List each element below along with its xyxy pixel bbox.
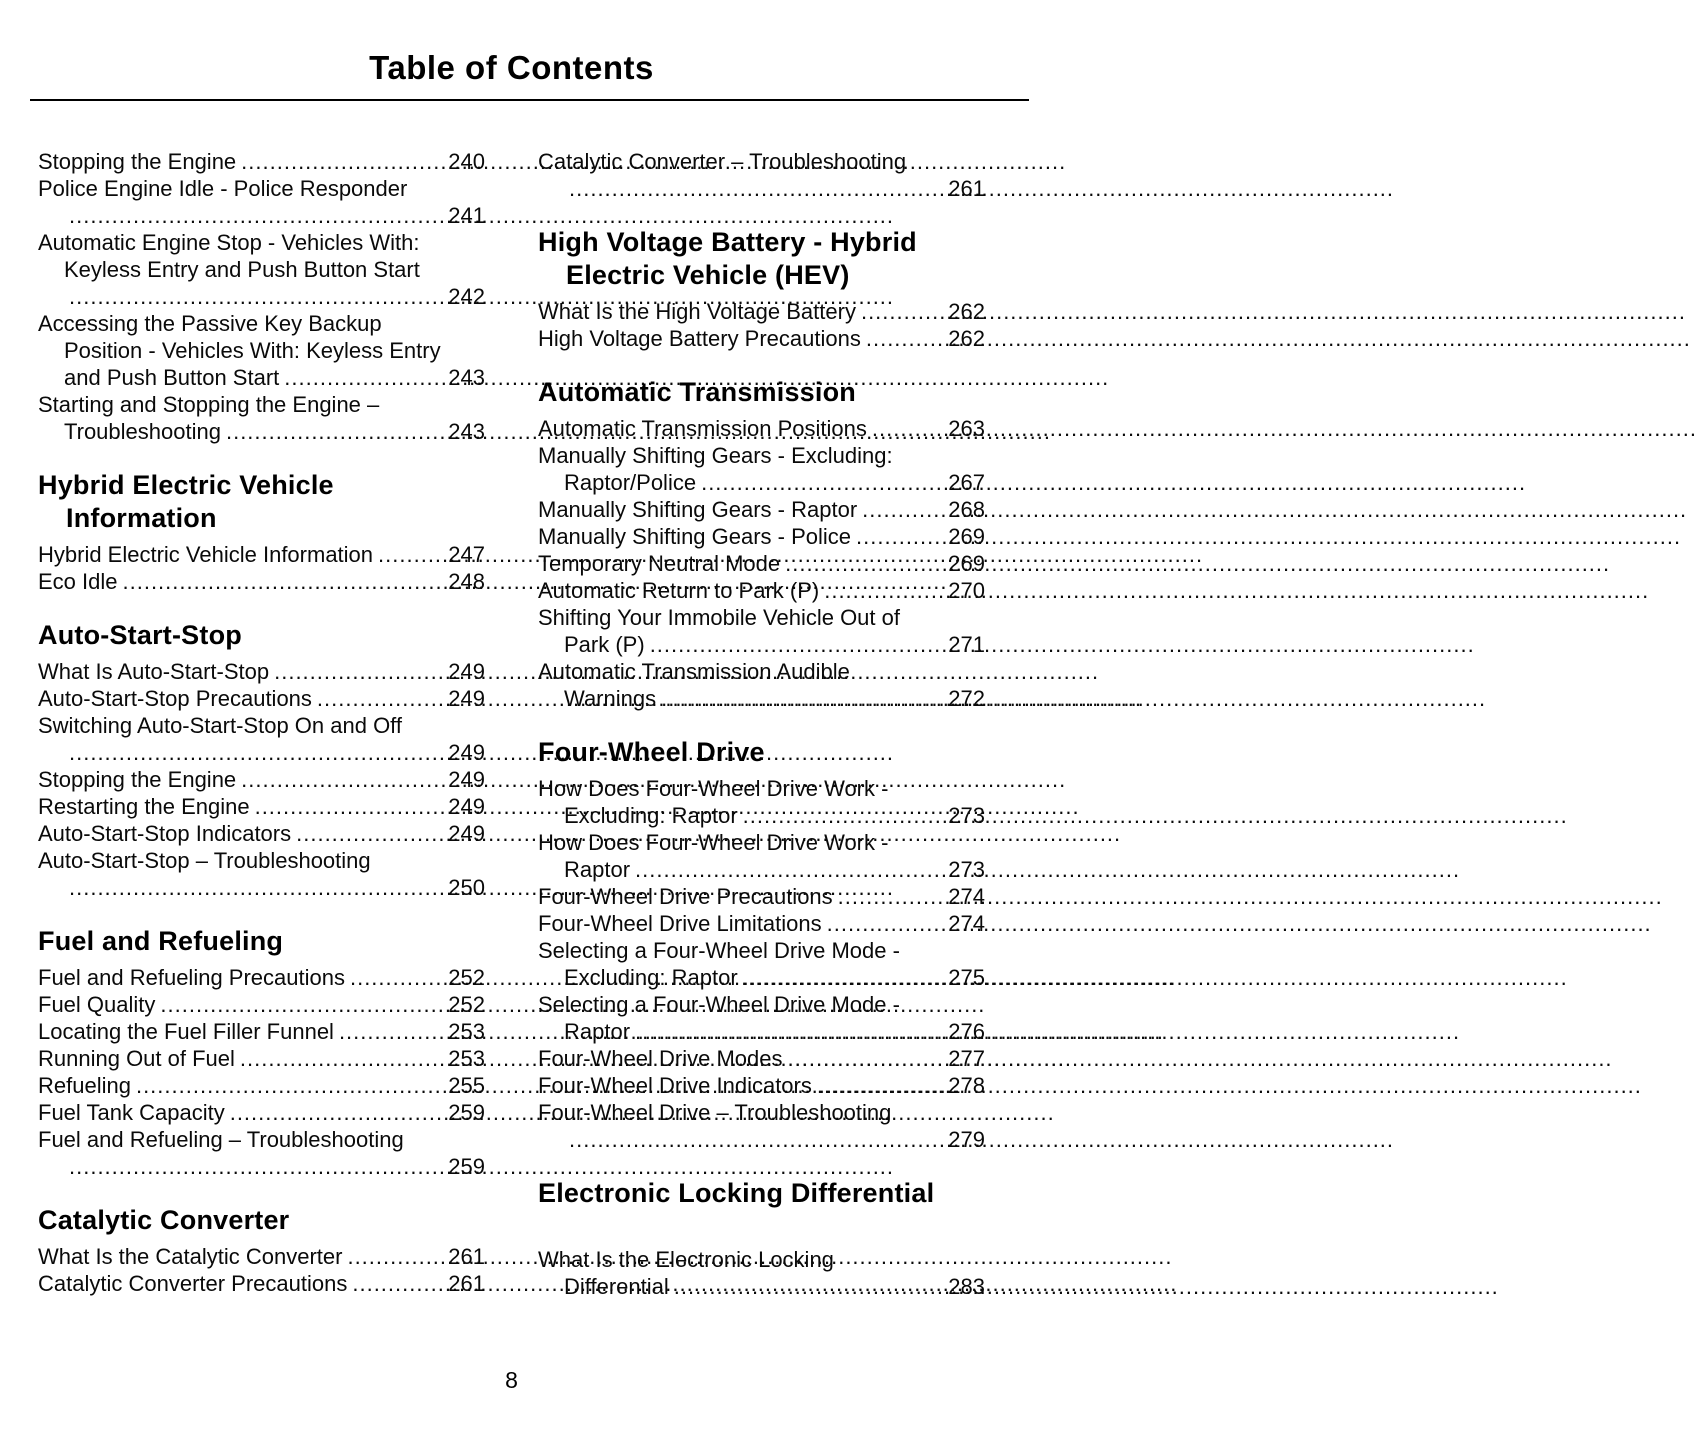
entry-text: Park (P) bbox=[564, 632, 645, 657]
page-ref: 253 bbox=[448, 1046, 485, 1071]
entry-line bbox=[38, 310, 485, 337]
entry-line bbox=[538, 964, 985, 991]
entry-text: Starting and Stopping the Engine – bbox=[38, 392, 380, 417]
entry-line bbox=[38, 874, 485, 901]
page-ref: 249 bbox=[448, 821, 485, 846]
entry-line bbox=[538, 325, 985, 352]
toc-entry bbox=[38, 712, 485, 766]
entry-text: Four-Wheel Drive – Troubleshooting bbox=[538, 1100, 892, 1125]
page-ref: 249 bbox=[448, 767, 485, 792]
entry-line bbox=[38, 148, 485, 175]
section-heading bbox=[538, 226, 985, 292]
page-ref: 276 bbox=[948, 1019, 985, 1044]
entry-line bbox=[538, 991, 985, 1018]
entry-text: Running Out of Fuel bbox=[38, 1046, 235, 1071]
dot-leader bbox=[274, 658, 448, 685]
toc-section bbox=[538, 736, 985, 1153]
dot-leader bbox=[701, 469, 948, 496]
page-ref: 249 bbox=[448, 659, 485, 684]
entry-text: Auto-Start-Stop – Troubleshooting bbox=[38, 848, 371, 873]
entry-line bbox=[38, 1072, 485, 1099]
entry-text: Shifting Your Immobile Vehicle Out of bbox=[538, 605, 900, 630]
section-heading-line: Automatic Transmission bbox=[538, 377, 856, 407]
dot-leader bbox=[635, 1018, 948, 1045]
page-ref: 250 bbox=[448, 875, 485, 900]
dot-leader bbox=[569, 1126, 948, 1153]
toc-entry bbox=[38, 964, 485, 991]
dot-leader bbox=[824, 577, 948, 604]
entry-line bbox=[38, 1045, 485, 1072]
entry-text: Auto-Start-Stop Precautions bbox=[38, 686, 312, 711]
entry-line bbox=[38, 658, 485, 685]
dot-leader bbox=[827, 910, 949, 937]
page-ref: 275 bbox=[948, 965, 985, 990]
entry-line bbox=[538, 1018, 985, 1045]
dot-leader bbox=[674, 1273, 949, 1300]
toc-section bbox=[38, 925, 485, 1180]
section-heading-line: Auto-Start-Stop bbox=[38, 620, 242, 650]
dot-leader bbox=[69, 739, 448, 766]
entry-text: Automatic Transmission Positions bbox=[538, 416, 867, 441]
page-ref: 243 bbox=[448, 365, 485, 390]
dot-leader bbox=[856, 523, 948, 550]
entry-text: Keyless Entry and Push Button Start bbox=[64, 257, 420, 282]
page-ref: 252 bbox=[448, 992, 485, 1017]
page-ref: 253 bbox=[448, 1019, 485, 1044]
page-ref: 249 bbox=[448, 794, 485, 819]
toc-entry bbox=[38, 793, 485, 820]
entry-line bbox=[538, 604, 985, 631]
entry-text: Eco Idle bbox=[38, 569, 118, 594]
toc-section bbox=[38, 1204, 485, 1297]
section-heading-line: Electronic Locking Differential bbox=[538, 1178, 935, 1208]
entry-line bbox=[38, 793, 485, 820]
dot-leader bbox=[866, 325, 948, 352]
page-ref: 268 bbox=[948, 497, 985, 522]
page-ref: 242 bbox=[448, 284, 485, 309]
entry-line bbox=[38, 568, 485, 595]
entry-line bbox=[538, 442, 985, 469]
toc-entry bbox=[38, 175, 485, 229]
toc-entry bbox=[38, 991, 485, 1018]
entry-line bbox=[538, 523, 985, 550]
entry-line bbox=[538, 415, 985, 442]
entry-text: and Push Button Start bbox=[64, 365, 280, 390]
entry-text: Auto-Start-Stop Indicators bbox=[38, 821, 292, 846]
page-ref: 247 bbox=[448, 542, 485, 567]
dot-leader bbox=[872, 415, 948, 442]
toc-entry bbox=[538, 658, 985, 712]
entry-text: Excluding: Raptor bbox=[564, 803, 738, 828]
dot-leader bbox=[817, 1072, 948, 1099]
page-ref: 262 bbox=[948, 299, 985, 324]
page-ref: 248 bbox=[448, 569, 485, 594]
section-heading-line: Fuel and Refueling bbox=[38, 926, 284, 956]
entry-line bbox=[38, 391, 485, 418]
entry-line bbox=[38, 1243, 485, 1270]
entry-line bbox=[38, 685, 485, 712]
entry-text: Four-Wheel Drive Indicators bbox=[538, 1073, 812, 1098]
section-heading-line: Hybrid Electric Vehicle bbox=[38, 470, 334, 500]
toc-entry bbox=[538, 991, 985, 1045]
entry-line bbox=[538, 298, 985, 325]
dot-leader bbox=[661, 685, 948, 712]
entry-text: Fuel and Refueling – Troubleshooting bbox=[38, 1127, 404, 1152]
entry-line bbox=[38, 256, 485, 283]
entry-line bbox=[538, 175, 985, 202]
toc-entry bbox=[38, 1072, 485, 1099]
page-ref: 240 bbox=[448, 149, 485, 174]
entry-line bbox=[538, 1273, 985, 1300]
toc-entry bbox=[538, 910, 985, 937]
entry-text: Locating the Fuel Filler Funnel bbox=[38, 1019, 334, 1044]
entry-line bbox=[38, 337, 485, 364]
entry-text: Automatic Return to Park (P) bbox=[538, 578, 820, 603]
entry-line bbox=[38, 1270, 485, 1297]
page-ref: 274 bbox=[948, 911, 985, 936]
dot-leader bbox=[136, 1072, 448, 1099]
dot-leader bbox=[230, 1099, 449, 1126]
entry-text: Fuel Tank Capacity bbox=[38, 1100, 225, 1125]
entry-line bbox=[38, 364, 485, 391]
page-ref: 249 bbox=[448, 740, 485, 765]
toc-entry bbox=[38, 1018, 485, 1045]
entry-text: Catalytic Converter Precautions bbox=[38, 1271, 348, 1296]
page-ref: 261 bbox=[948, 176, 985, 201]
entry-text: Four-Wheel Drive Precautions bbox=[538, 884, 833, 909]
dot-leader bbox=[650, 631, 949, 658]
toc-entry bbox=[538, 496, 985, 523]
toc-section bbox=[538, 226, 985, 352]
toc-section bbox=[538, 376, 985, 712]
page-ref: 241 bbox=[448, 203, 485, 228]
entry-line bbox=[538, 1099, 985, 1126]
entry-line bbox=[538, 1045, 985, 1072]
section-heading-line: Catalytic Converter bbox=[38, 1205, 290, 1235]
dot-leader bbox=[861, 298, 948, 325]
page-ref: 283 bbox=[948, 1274, 985, 1299]
entry-text: Catalytic Converter – Troubleshooting bbox=[538, 149, 907, 174]
toc-entry bbox=[38, 1045, 485, 1072]
toc-entry bbox=[538, 577, 985, 604]
section-heading bbox=[38, 925, 485, 958]
dot-leader bbox=[69, 283, 448, 310]
page-ref: 262 bbox=[948, 326, 985, 351]
page-ref: 261 bbox=[448, 1244, 485, 1269]
entry-text: How Does Four-Wheel Drive Work - bbox=[538, 776, 889, 801]
toc-entry bbox=[38, 148, 485, 175]
toc-entry bbox=[38, 391, 485, 445]
entry-text: Four-Wheel Drive Modes bbox=[538, 1046, 783, 1071]
entry-text: Troubleshooting bbox=[64, 419, 221, 444]
toc-entry bbox=[538, 1099, 985, 1153]
toc-entry bbox=[538, 148, 985, 202]
section-heading bbox=[538, 1177, 985, 1210]
entry-text: What Is the Catalytic Converter bbox=[38, 1244, 343, 1269]
dot-leader bbox=[241, 766, 448, 793]
section-heading bbox=[38, 469, 485, 535]
toc-entry bbox=[538, 415, 985, 442]
dot-leader bbox=[788, 1045, 949, 1072]
toc-entry bbox=[538, 1072, 985, 1099]
section-heading bbox=[538, 736, 985, 769]
page-ref: 274 bbox=[948, 884, 985, 909]
section-heading-line: Information bbox=[66, 503, 217, 533]
page-ref: 273 bbox=[948, 803, 985, 828]
toc-entry bbox=[38, 229, 485, 310]
dot-leader bbox=[635, 856, 948, 883]
entry-text: Stopping the Engine bbox=[38, 767, 237, 792]
toc-entry bbox=[538, 883, 985, 910]
toc-section bbox=[538, 1177, 985, 1300]
entry-line bbox=[38, 964, 485, 991]
toc-entry bbox=[38, 658, 485, 685]
toc-columns bbox=[38, 148, 985, 1300]
dot-leader bbox=[339, 1018, 448, 1045]
page-ref: 279 bbox=[948, 1127, 985, 1152]
entry-text: High Voltage Battery Precautions bbox=[538, 326, 861, 351]
toc-entry bbox=[38, 1270, 485, 1297]
page-ref: 277 bbox=[948, 1046, 985, 1071]
entry-text: What Is the High Voltage Battery bbox=[538, 299, 856, 324]
entry-line bbox=[38, 739, 485, 766]
section-heading bbox=[38, 619, 485, 652]
toc-section bbox=[38, 469, 485, 595]
section-heading-line: High Voltage Battery - Hybrid bbox=[538, 227, 917, 257]
entry-text: Selecting a Four-Wheel Drive Mode - bbox=[538, 938, 900, 963]
entry-line bbox=[538, 658, 985, 685]
entry-line bbox=[538, 496, 985, 523]
dot-leader bbox=[284, 364, 448, 391]
entry-line bbox=[538, 1126, 985, 1153]
toc-entry bbox=[38, 820, 485, 847]
entry-text: Automatic Transmission Audible bbox=[538, 659, 850, 684]
toc-entry bbox=[538, 829, 985, 883]
toc-entry bbox=[538, 775, 985, 829]
page-ref: 243 bbox=[448, 419, 485, 444]
toc-section bbox=[38, 619, 485, 901]
entry-line bbox=[38, 283, 485, 310]
dot-leader bbox=[862, 496, 948, 523]
page-number: 8 bbox=[505, 1367, 518, 1393]
section-heading bbox=[38, 1204, 485, 1237]
entry-text: Temporary Neutral Mode bbox=[538, 551, 781, 576]
section-heading bbox=[538, 376, 985, 409]
entry-line bbox=[538, 937, 985, 964]
entry-text: Position - Vehicles With: Keyless Entry bbox=[64, 338, 441, 363]
entry-line bbox=[538, 550, 985, 577]
dot-leader bbox=[160, 991, 448, 1018]
entry-line bbox=[38, 766, 485, 793]
entry-line bbox=[38, 229, 485, 256]
entry-line bbox=[38, 202, 485, 229]
dot-leader bbox=[240, 1045, 448, 1072]
title-divider bbox=[30, 99, 1029, 101]
entry-text: Fuel Quality bbox=[38, 992, 156, 1017]
page-ref: 261 bbox=[448, 1271, 485, 1296]
entry-line bbox=[538, 1072, 985, 1099]
toc-entry bbox=[538, 550, 985, 577]
entry-line bbox=[538, 577, 985, 604]
entry-text: Raptor/Police bbox=[564, 470, 697, 495]
toc-entry bbox=[38, 310, 485, 391]
toc-entry bbox=[38, 847, 485, 901]
page-ref: 249 bbox=[448, 686, 485, 711]
toc-entry bbox=[38, 1099, 485, 1126]
toc-entry bbox=[38, 541, 485, 568]
entry-line bbox=[38, 1099, 485, 1126]
entry-text: What Is Auto-Start-Stop bbox=[38, 659, 270, 684]
dot-leader bbox=[350, 964, 448, 991]
dot-leader bbox=[838, 883, 949, 910]
dot-leader bbox=[241, 148, 448, 175]
page-ref: 267 bbox=[948, 470, 985, 495]
dot-leader bbox=[317, 685, 448, 712]
entry-text: Restarting the Engine bbox=[38, 794, 250, 819]
entry-text: What Is the Electronic Locking bbox=[538, 1247, 834, 1272]
entry-line bbox=[538, 829, 985, 856]
entry-text: Automatic Engine Stop - Vehicles With: bbox=[38, 230, 420, 255]
entry-line bbox=[538, 631, 985, 658]
entry-line bbox=[38, 820, 485, 847]
dot-leader bbox=[378, 541, 448, 568]
page-ref: 272 bbox=[948, 686, 985, 711]
dot-leader bbox=[255, 793, 449, 820]
entry-line bbox=[38, 1018, 485, 1045]
page-ref: 252 bbox=[448, 965, 485, 990]
entry-text: Refueling bbox=[38, 1073, 131, 1098]
entry-text: Switching Auto-Start-Stop On and Off bbox=[38, 713, 403, 738]
page-ref: 269 bbox=[948, 551, 985, 576]
dot-leader bbox=[69, 1153, 448, 1180]
dot-leader bbox=[69, 874, 448, 901]
toc-section bbox=[38, 148, 485, 445]
entry-text: Police Engine Idle - Police Responder bbox=[38, 176, 408, 201]
toc-entry bbox=[538, 298, 985, 325]
entry-line bbox=[538, 148, 985, 175]
toc-entry bbox=[538, 1045, 985, 1072]
dot-leader bbox=[569, 175, 948, 202]
toc-column-left bbox=[38, 148, 485, 1300]
entry-line bbox=[38, 541, 485, 568]
dot-leader bbox=[69, 202, 448, 229]
page-ref: 259 bbox=[448, 1100, 485, 1125]
toc-entry bbox=[38, 766, 485, 793]
dot-leader bbox=[347, 1243, 448, 1270]
toc-entry bbox=[538, 937, 985, 991]
toc-entry bbox=[38, 1126, 485, 1180]
page-ref: 278 bbox=[948, 1073, 985, 1098]
dot-leader bbox=[743, 802, 949, 829]
entry-text: How Does Four-Wheel Drive Work - bbox=[538, 830, 889, 855]
page-ref: 273 bbox=[948, 857, 985, 882]
entry-line bbox=[38, 418, 485, 445]
entry-text: Differential bbox=[564, 1274, 669, 1299]
dot-leader bbox=[352, 1270, 448, 1297]
entry-text: Raptor bbox=[564, 1019, 631, 1044]
page-title: Table of Contents bbox=[369, 49, 654, 86]
entry-text: Four-Wheel Drive Limitations bbox=[538, 911, 822, 936]
section-heading-line: Electric Vehicle (HEV) bbox=[566, 260, 850, 290]
toc-section bbox=[538, 148, 985, 202]
toc-entry bbox=[538, 523, 985, 550]
entry-line bbox=[538, 856, 985, 883]
toc-entry bbox=[538, 604, 985, 658]
dot-leader bbox=[743, 964, 949, 991]
page-ref: 271 bbox=[948, 632, 985, 657]
page-ref: 270 bbox=[948, 578, 985, 603]
entry-text: Fuel and Refueling Precautions bbox=[38, 965, 345, 990]
entry-line bbox=[538, 685, 985, 712]
section-heading-line: Four-Wheel Drive bbox=[538, 737, 765, 767]
entry-line bbox=[538, 910, 985, 937]
entry-line bbox=[38, 1153, 485, 1180]
toc-entry bbox=[38, 568, 485, 595]
entry-text: Excluding: Raptor bbox=[564, 965, 738, 990]
entry-text: Manually Shifting Gears - Excluding: bbox=[538, 443, 893, 468]
entry-line bbox=[538, 469, 985, 496]
toc-entry bbox=[538, 325, 985, 352]
toc-entry bbox=[38, 1243, 485, 1270]
dot-leader bbox=[785, 550, 948, 577]
entry-line bbox=[38, 712, 485, 739]
entry-text: Manually Shifting Gears - Raptor bbox=[538, 497, 858, 522]
toc-entry bbox=[538, 1246, 985, 1300]
entry-line bbox=[538, 775, 985, 802]
entry-text: Accessing the Passive Key Backup bbox=[38, 311, 382, 336]
dot-leader bbox=[226, 418, 448, 445]
page-ref: 269 bbox=[948, 524, 985, 549]
entry-line bbox=[38, 991, 485, 1018]
page-ref: 255 bbox=[448, 1073, 485, 1098]
entry-line bbox=[38, 1126, 485, 1153]
toc-entry bbox=[38, 685, 485, 712]
entry-line bbox=[38, 847, 485, 874]
entry-line bbox=[538, 883, 985, 910]
dot-leader bbox=[123, 568, 449, 595]
entry-line bbox=[538, 802, 985, 829]
entry-text: Manually Shifting Gears - Police bbox=[538, 524, 852, 549]
toc-column-right bbox=[538, 148, 985, 1300]
entry-text: Raptor bbox=[564, 857, 631, 882]
page-ref: 259 bbox=[448, 1154, 485, 1179]
toc-entry bbox=[538, 442, 985, 496]
entry-text: Stopping the Engine bbox=[38, 149, 237, 174]
entry-text: Warnings bbox=[564, 686, 657, 711]
entry-line bbox=[38, 175, 485, 202]
page-ref: 263 bbox=[948, 416, 985, 441]
entry-line bbox=[538, 1246, 985, 1273]
entry-text: Hybrid Electric Vehicle Information bbox=[38, 542, 374, 567]
dot-leader bbox=[296, 820, 448, 847]
entry-text: Selecting a Four-Wheel Drive Mode - bbox=[538, 992, 900, 1017]
